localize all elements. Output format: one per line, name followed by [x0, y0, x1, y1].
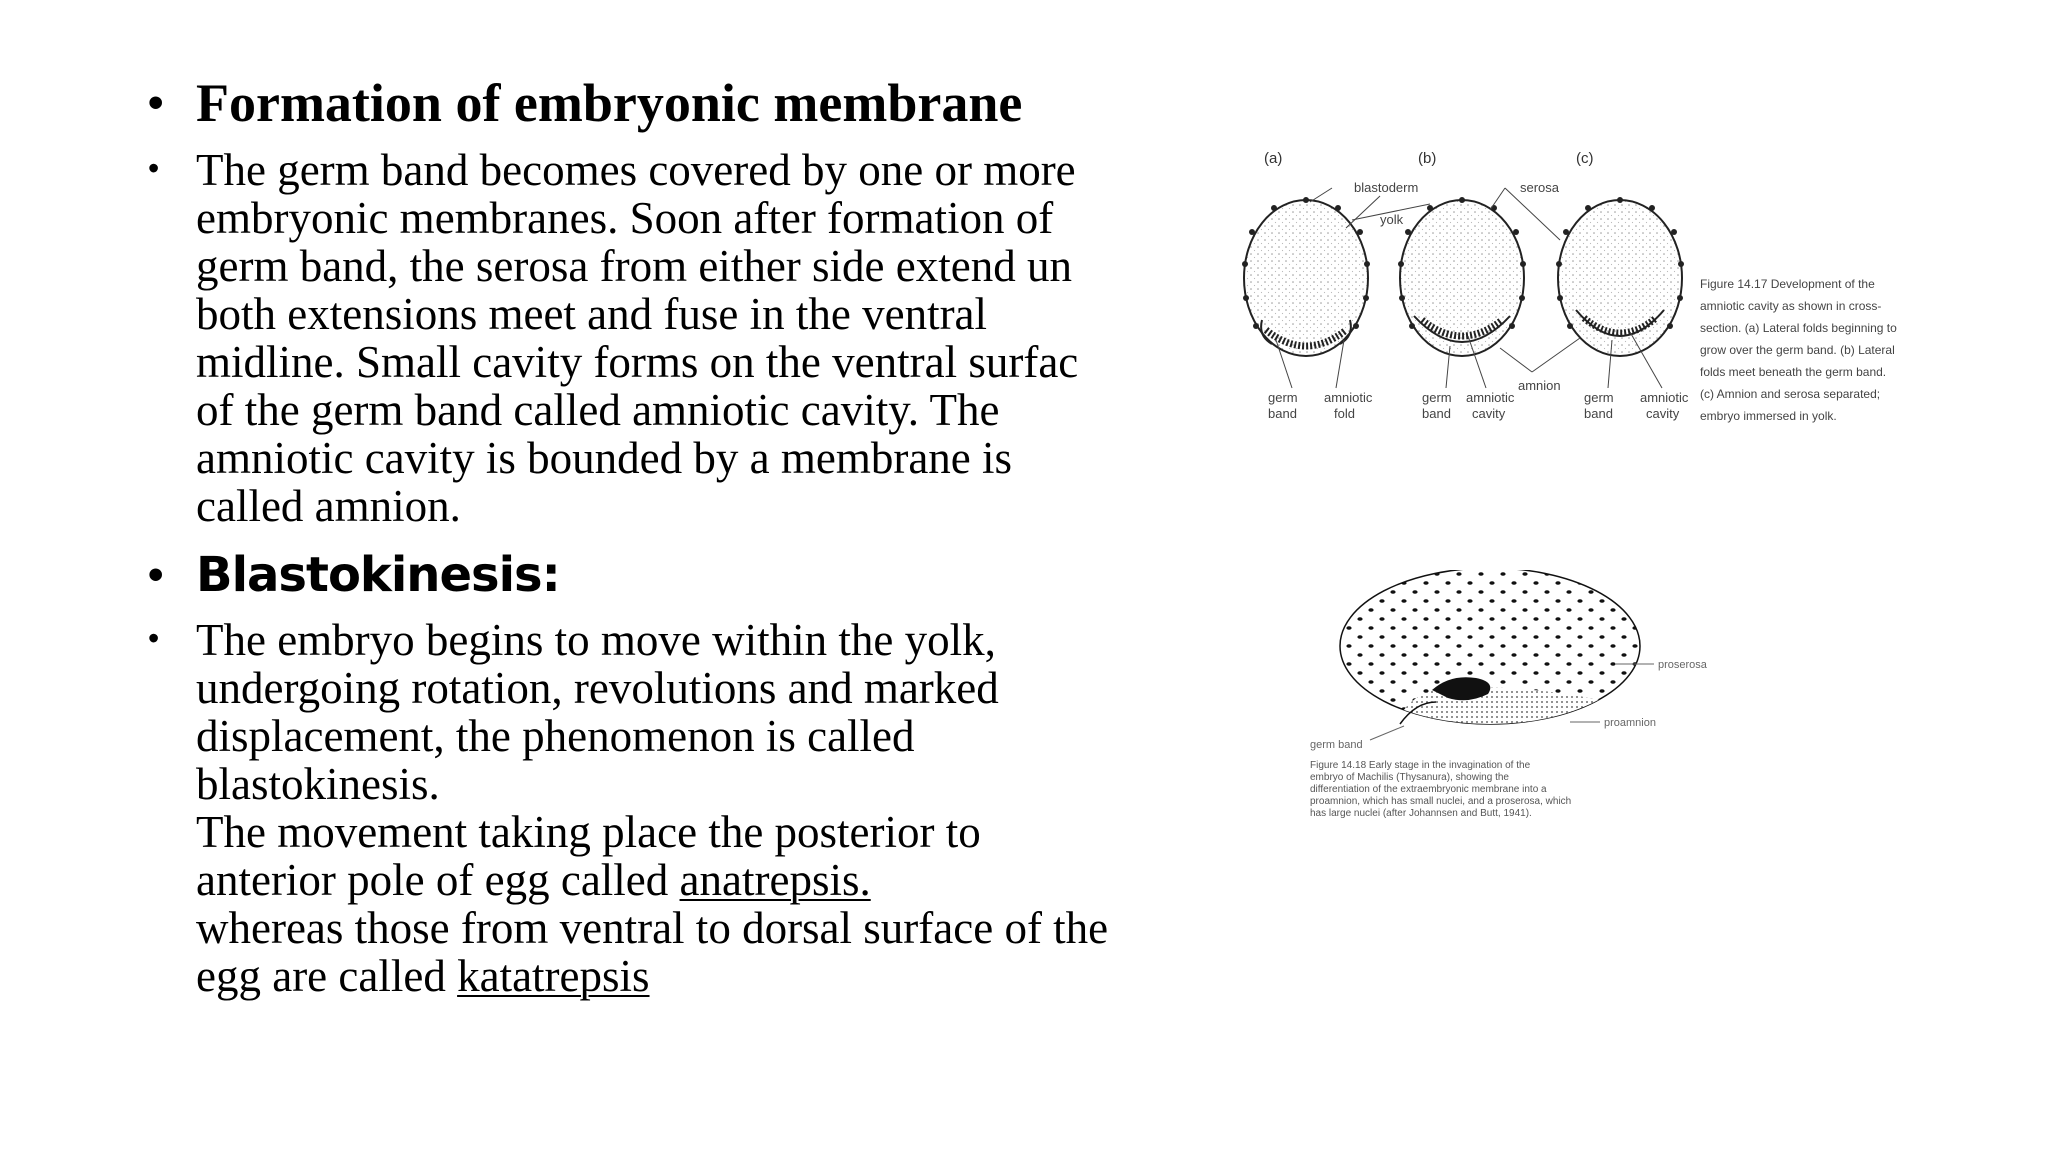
caption-line: Figure 14.18 Early stage in the invagination of the — [1310, 760, 1531, 771]
text-line: The germ band becomes covered by one or more — [196, 146, 1076, 195]
paragraph-embryonic-membrane — [148, 146, 1208, 530]
caption-line: (c) Amnion and serosa separated; — [1700, 387, 1881, 401]
label-amnion: amnion — [1518, 378, 1561, 393]
text-line: The movement taking place the posterior to — [196, 807, 981, 857]
term-anatrepsis: anatrepsis. — [679, 855, 871, 905]
figure-embryo-invagination — [1300, 570, 1740, 830]
label-germ-band-c-2: band — [1584, 406, 1613, 421]
text-line: amniotic cavity is bounded by a membrane is — [196, 433, 1013, 483]
panel-label-a: (a) — [1264, 150, 1283, 167]
text-line: whereas those from ventral to dorsal surface of the — [196, 903, 1109, 953]
panel-label-b: (b) — [1418, 150, 1437, 167]
text-fragment: anterior pole of egg called — [196, 855, 680, 905]
text-line: germ band, the serosa from either side extend un — [196, 241, 1072, 291]
figure-amniotic-cavity-diagram — [1200, 140, 1940, 440]
heading-blastokinesis — [148, 544, 1208, 606]
egg-b — [1398, 197, 1526, 356]
bullet-dot: • — [148, 550, 163, 599]
text-line: undergoing rotation, revolutions and marked — [196, 663, 999, 713]
text-line: both extensions meet and fuse in the ventral — [196, 289, 988, 339]
heading-text: Formation of embryonic membrane — [196, 73, 1023, 133]
label-amniotic-cavity-c-1: amniotic — [1640, 390, 1689, 405]
paragraph-blastokinesis — [148, 616, 1208, 1000]
caption-line: embryo immersed in yolk. — [1700, 409, 1837, 423]
text-line: embryonic membranes. Soon after formation of — [196, 193, 1054, 243]
caption-line: section. (a) Lateral folds beginning to — [1700, 321, 1897, 335]
paragraph-text — [196, 616, 1208, 1000]
label-serosa: serosa — [1520, 180, 1560, 195]
figure-embryo-invagination-diagram — [1300, 570, 1740, 830]
label-amniotic-cavity-b-1: amniotic — [1466, 390, 1515, 405]
label-germ-band-b-1: germ — [1422, 390, 1452, 405]
label-germ-band: germ band — [1310, 739, 1363, 751]
bullet-dot: • — [148, 78, 164, 127]
text-line: midline. Small cavity forms on the ventral surfac — [196, 337, 1079, 387]
caption-line: proamnion, which has small nuclei, and a proserosa, which — [1310, 796, 1572, 807]
label-amniotic-fold-1: amniotic — [1324, 390, 1373, 405]
label-proamnion: proamnion — [1604, 717, 1656, 729]
figure-14-18-caption — [1310, 760, 1571, 819]
label-germ-band-b-2: band — [1422, 406, 1451, 421]
caption-line: Figure 14.17 Development of the — [1700, 277, 1875, 291]
caption-line: embryo of Machilis (Thysanura), showing the — [1310, 772, 1509, 783]
caption-line: has large nuclei (after Johannsen and Butt, 1941). — [1310, 808, 1532, 819]
figure-14-17-caption — [1700, 277, 1897, 423]
bullet-dot: • — [148, 620, 160, 656]
label-germ-band-c-1: germ — [1584, 390, 1614, 405]
text-line: The embryo begins to move within the yolk, — [196, 615, 996, 665]
egg-a — [1242, 197, 1370, 356]
text-line: displacement, the phenomenon is called — [196, 711, 915, 761]
caption-line: grow over the germ band. (b) Lateral — [1700, 343, 1895, 357]
heading-text: Blastokinesis: — [196, 547, 560, 603]
text-line — [196, 952, 1208, 1000]
caption-line: differentiation of the extraembryonic membrane into a — [1310, 784, 1547, 795]
label-amniotic-fold-2: fold — [1334, 406, 1355, 421]
text-line: called amnion. — [196, 481, 461, 530]
label-amniotic-cavity-b-2: cavity — [1472, 406, 1506, 421]
label-germ-band-a-1: germ — [1268, 390, 1298, 405]
caption-line: amniotic cavity as shown in cross- — [1700, 299, 1882, 313]
label-germ-band-a-2: band — [1268, 406, 1297, 421]
term-katatrepsis: katatrepsis — [457, 951, 650, 1001]
panel-label-c: (c) — [1576, 150, 1594, 167]
text-line: of the germ band called amniotic cavity. The — [196, 385, 1000, 435]
heading-formation-of-embryonic-membrane — [148, 70, 1208, 136]
label-yolk: yolk — [1380, 212, 1404, 227]
label-amniotic-cavity-c-2: cavity — [1646, 406, 1680, 421]
figure-amniotic-cavity — [1200, 140, 1940, 440]
paragraph-text — [196, 146, 1176, 530]
text-line: blastokinesis. — [196, 759, 440, 809]
egg-c — [1556, 197, 1684, 356]
label-proserosa: proserosa — [1658, 659, 1707, 671]
text-fragment: egg are called — [196, 951, 458, 1001]
bullet-dot: • — [148, 150, 160, 186]
text-line — [196, 856, 1208, 904]
label-blastoderm: blastoderm — [1354, 180, 1419, 195]
caption-line: folds meet beneath the germ band. — [1700, 365, 1887, 379]
bullet-list — [148, 70, 1208, 1000]
